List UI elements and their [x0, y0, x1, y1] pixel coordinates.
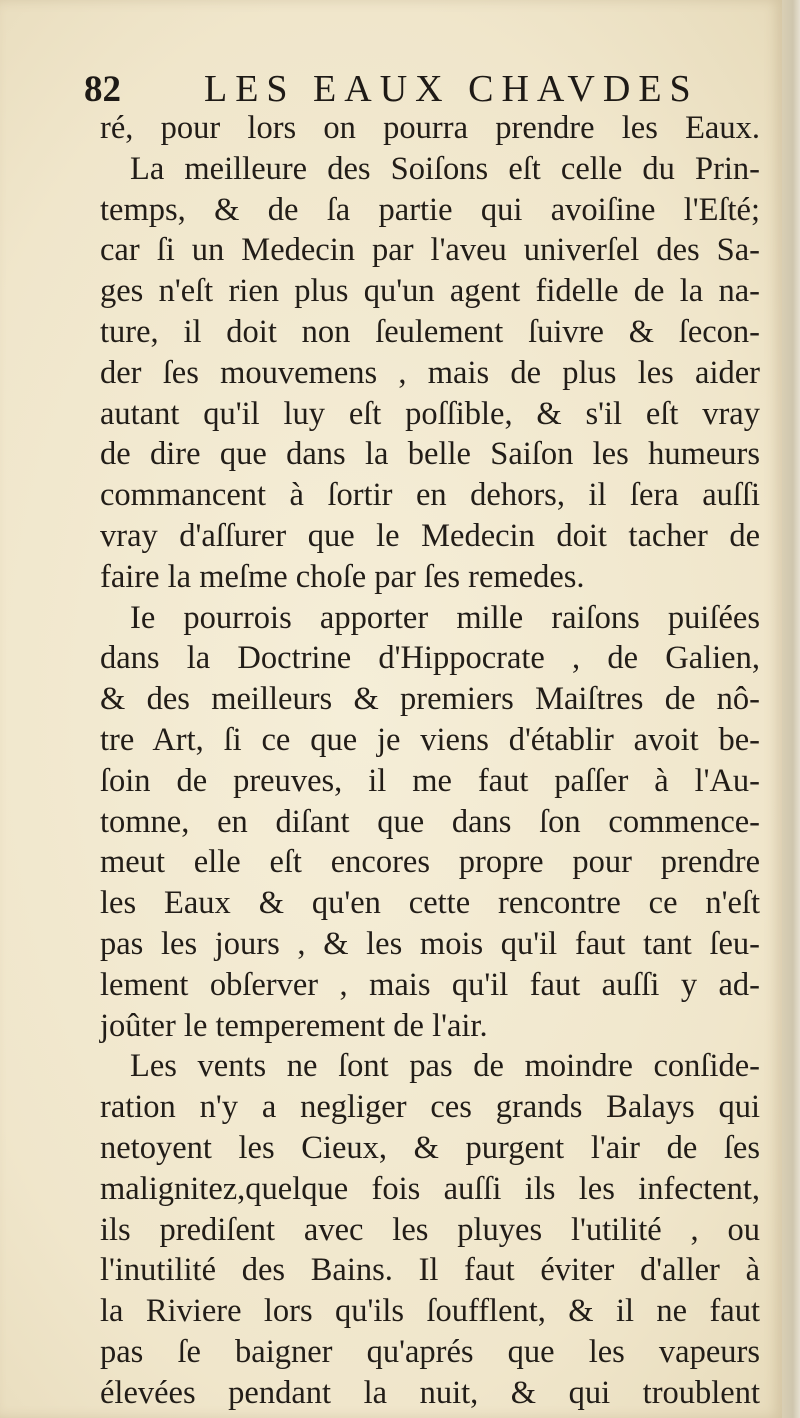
text-line: netoyent les Cieux, & purgent l'air de ſes: [100, 1129, 760, 1166]
text-line: ges n'eſt rien plus qu'un agent fidelle de la na-: [100, 273, 760, 310]
text-line: pas les jours , & les mois qu'il faut tant ſeu-: [100, 925, 760, 962]
text-line: temps, & de ſa partie qui avoiſine l'Eſté;: [100, 191, 760, 228]
text-line: élevées pendant la nuit, & qui troublent: [100, 1374, 760, 1411]
text-line: malignitez,quelque fois auſſi ils les infectent,: [100, 1170, 760, 1207]
text-line: ils prediſent avec les pluyes l'utilité , ou: [100, 1211, 760, 1248]
text-line: pas ſe baigner qu'aprés que les vapeurs: [100, 1333, 760, 1370]
running-title: LES EAUX CHAVDES: [204, 68, 699, 110]
text-line: Ie pourrois apporter mille raiſons puiſées: [130, 599, 760, 636]
text-line: ture, il doit non ſeulement ſuivre & ſecon-: [100, 313, 760, 350]
text-line: autant qu'il luy eſt poſſible, & s'il eſt vray: [100, 395, 760, 432]
text-line: der ſes mouvemens , mais de plus les aider: [100, 354, 760, 391]
text-line: meut elle eſt encores propre pour prendre: [100, 844, 760, 881]
text-line: commancent à ſortir en dehors, il ſera auſſi: [100, 477, 760, 514]
text-line: La meilleure des Soiſons eſt celle du Prin-: [130, 150, 760, 187]
text-line: Les vents ne ſont pas de moindre conſide-: [130, 1048, 760, 1085]
text-line: lement obſerver , mais qu'il faut auſſi y ad-: [100, 966, 760, 1003]
text-line: vray d'aſſurer que le Medecin doit tacher de: [100, 517, 760, 554]
text-line: ſoin de preuves, il me faut paſſer à l'Au-: [100, 762, 760, 799]
text-line: dans la Doctrine d'Hippocrate , de Galien,: [100, 640, 760, 677]
text-line: ré, pour lors on pourra prendre les Eaux.: [100, 110, 760, 146]
text-line: la Riviere lors qu'ils ſoufflent, & il ne faut: [100, 1293, 760, 1330]
text-line: car ſi un Medecin par l'aveu univerſel des Sa-: [100, 232, 760, 269]
page-number: 82: [84, 69, 121, 110]
text-line: l'inutilité des Bains. Il faut éviter d'aller à: [100, 1252, 760, 1289]
text-line: & des meilleurs & premiers Maiſtres de nô-: [100, 681, 760, 718]
text-line: tre Art, ſi ce que je viens d'établir avoit be-: [100, 721, 760, 758]
text-line: ration n'y a negliger ces grands Balays qui: [100, 1089, 760, 1126]
text-line: tomne, en diſant que dans ſon commence-: [100, 803, 760, 840]
body-text: [100, 108, 760, 1414]
text-line: les Eaux & qu'en cette rencontre ce n'eſt: [100, 885, 760, 922]
page-edge: [782, 0, 800, 1418]
text-line: de dire que dans la belle Saiſon les humeurs: [100, 436, 760, 473]
text-line: faire la meſme choſe par ſes remedes.: [100, 558, 585, 595]
text-line: joûter le temperement de l'air.: [100, 1007, 488, 1044]
